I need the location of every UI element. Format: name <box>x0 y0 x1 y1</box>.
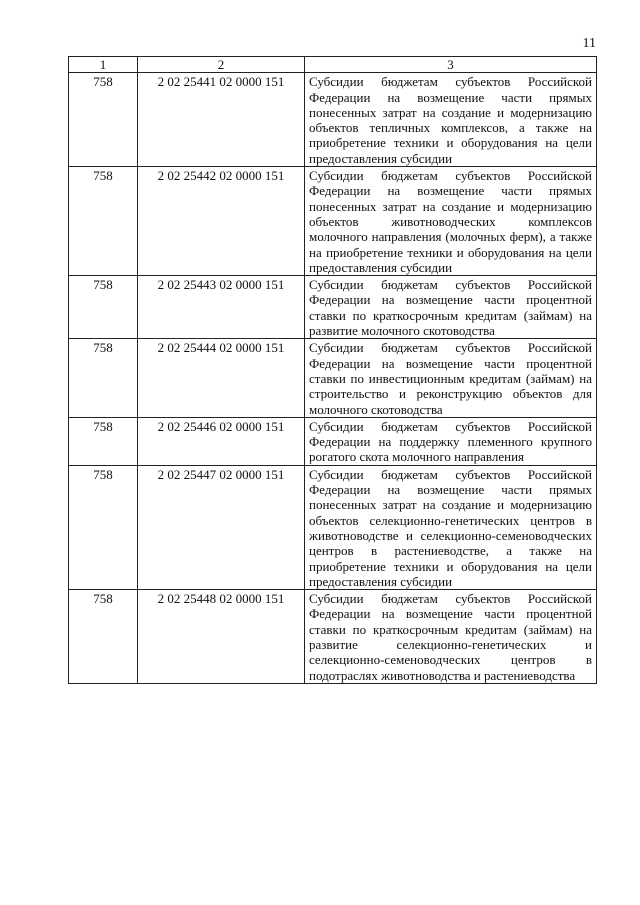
table-row <box>69 417 597 465</box>
budget-code-cell: 2 02 25441 02 0000 151 <box>138 73 305 167</box>
description-cell: Субсидии бюджетам субъектов Российской Федерации на возмещение части прямых понесенных затрат на создание и модернизацию объектов животноводческих комплексов молочного направления (молочных ферм), а также на приобретение техники и оборудования на цели предоставления субсидии <box>305 167 597 276</box>
description-cell: Субсидии бюджетам субъектов Российской Федерации на возмещение части процентной ставки по инвестиционным кредитам (займам) на строительство и реконструкцию объектов для молочного скотоводства <box>305 339 597 417</box>
column-header-1: 1 <box>69 57 138 73</box>
budget-code-cell: 2 02 25448 02 0000 151 <box>138 590 305 684</box>
description-cell: Субсидии бюджетам субъектов Российской Федерации на возмещение части процентной ставки по краткосрочным кредитам (займам) на развитие селекционно-генетических и селекционно-семеноводческих центров в подотраслях животноводства и растениеводства <box>305 590 597 684</box>
budget-classification-table <box>68 56 597 684</box>
description-cell: Субсидии бюджетам субъектов Российской Федерации на возмещение части прямых понесенных затрат на создание и модернизацию объектов селекционно-генетических центров в животноводстве и селекционно-семеноводческих центров в растениеводстве, а также на приобретение техники и оборудования на цели предоставления субсидии <box>305 465 597 589</box>
description-cell: Субсидии бюджетам субъектов Российской Федерации на возмещение части процентной ставки по краткосрочным кредитам (займам) на развитие молочного скотоводства <box>305 276 597 339</box>
table-row <box>69 167 597 276</box>
admin-code-cell: 758 <box>69 590 138 684</box>
admin-code-cell: 758 <box>69 167 138 276</box>
table-header-row <box>69 57 597 73</box>
table-row <box>69 276 597 339</box>
table-row <box>69 339 597 417</box>
table-row <box>69 465 597 589</box>
budget-code-cell: 2 02 25443 02 0000 151 <box>138 276 305 339</box>
admin-code-cell: 758 <box>69 276 138 339</box>
column-header-2: 2 <box>138 57 305 73</box>
description-cell: Субсидии бюджетам субъектов Российской Федерации на поддержку племенного крупного рогатого скота молочного направления <box>305 417 597 465</box>
admin-code-cell: 758 <box>69 465 138 589</box>
table-row <box>69 590 597 684</box>
description-cell: Субсидии бюджетам субъектов Российской Федерации на возмещение части прямых понесенных затрат на создание и модернизацию объектов тепличных комплексов, а также на приобретение техники и оборудования на цели предоставления субсидии <box>305 73 597 167</box>
admin-code-cell: 758 <box>69 339 138 417</box>
page-number: 11 <box>582 36 596 51</box>
admin-code-cell: 758 <box>69 73 138 167</box>
budget-code-cell: 2 02 25444 02 0000 151 <box>138 339 305 417</box>
admin-code-cell: 758 <box>69 417 138 465</box>
budget-code-cell: 2 02 25446 02 0000 151 <box>138 417 305 465</box>
budget-code-cell: 2 02 25442 02 0000 151 <box>138 167 305 276</box>
column-header-3: 3 <box>305 57 597 73</box>
table-row <box>69 73 597 167</box>
budget-code-cell: 2 02 25447 02 0000 151 <box>138 465 305 589</box>
